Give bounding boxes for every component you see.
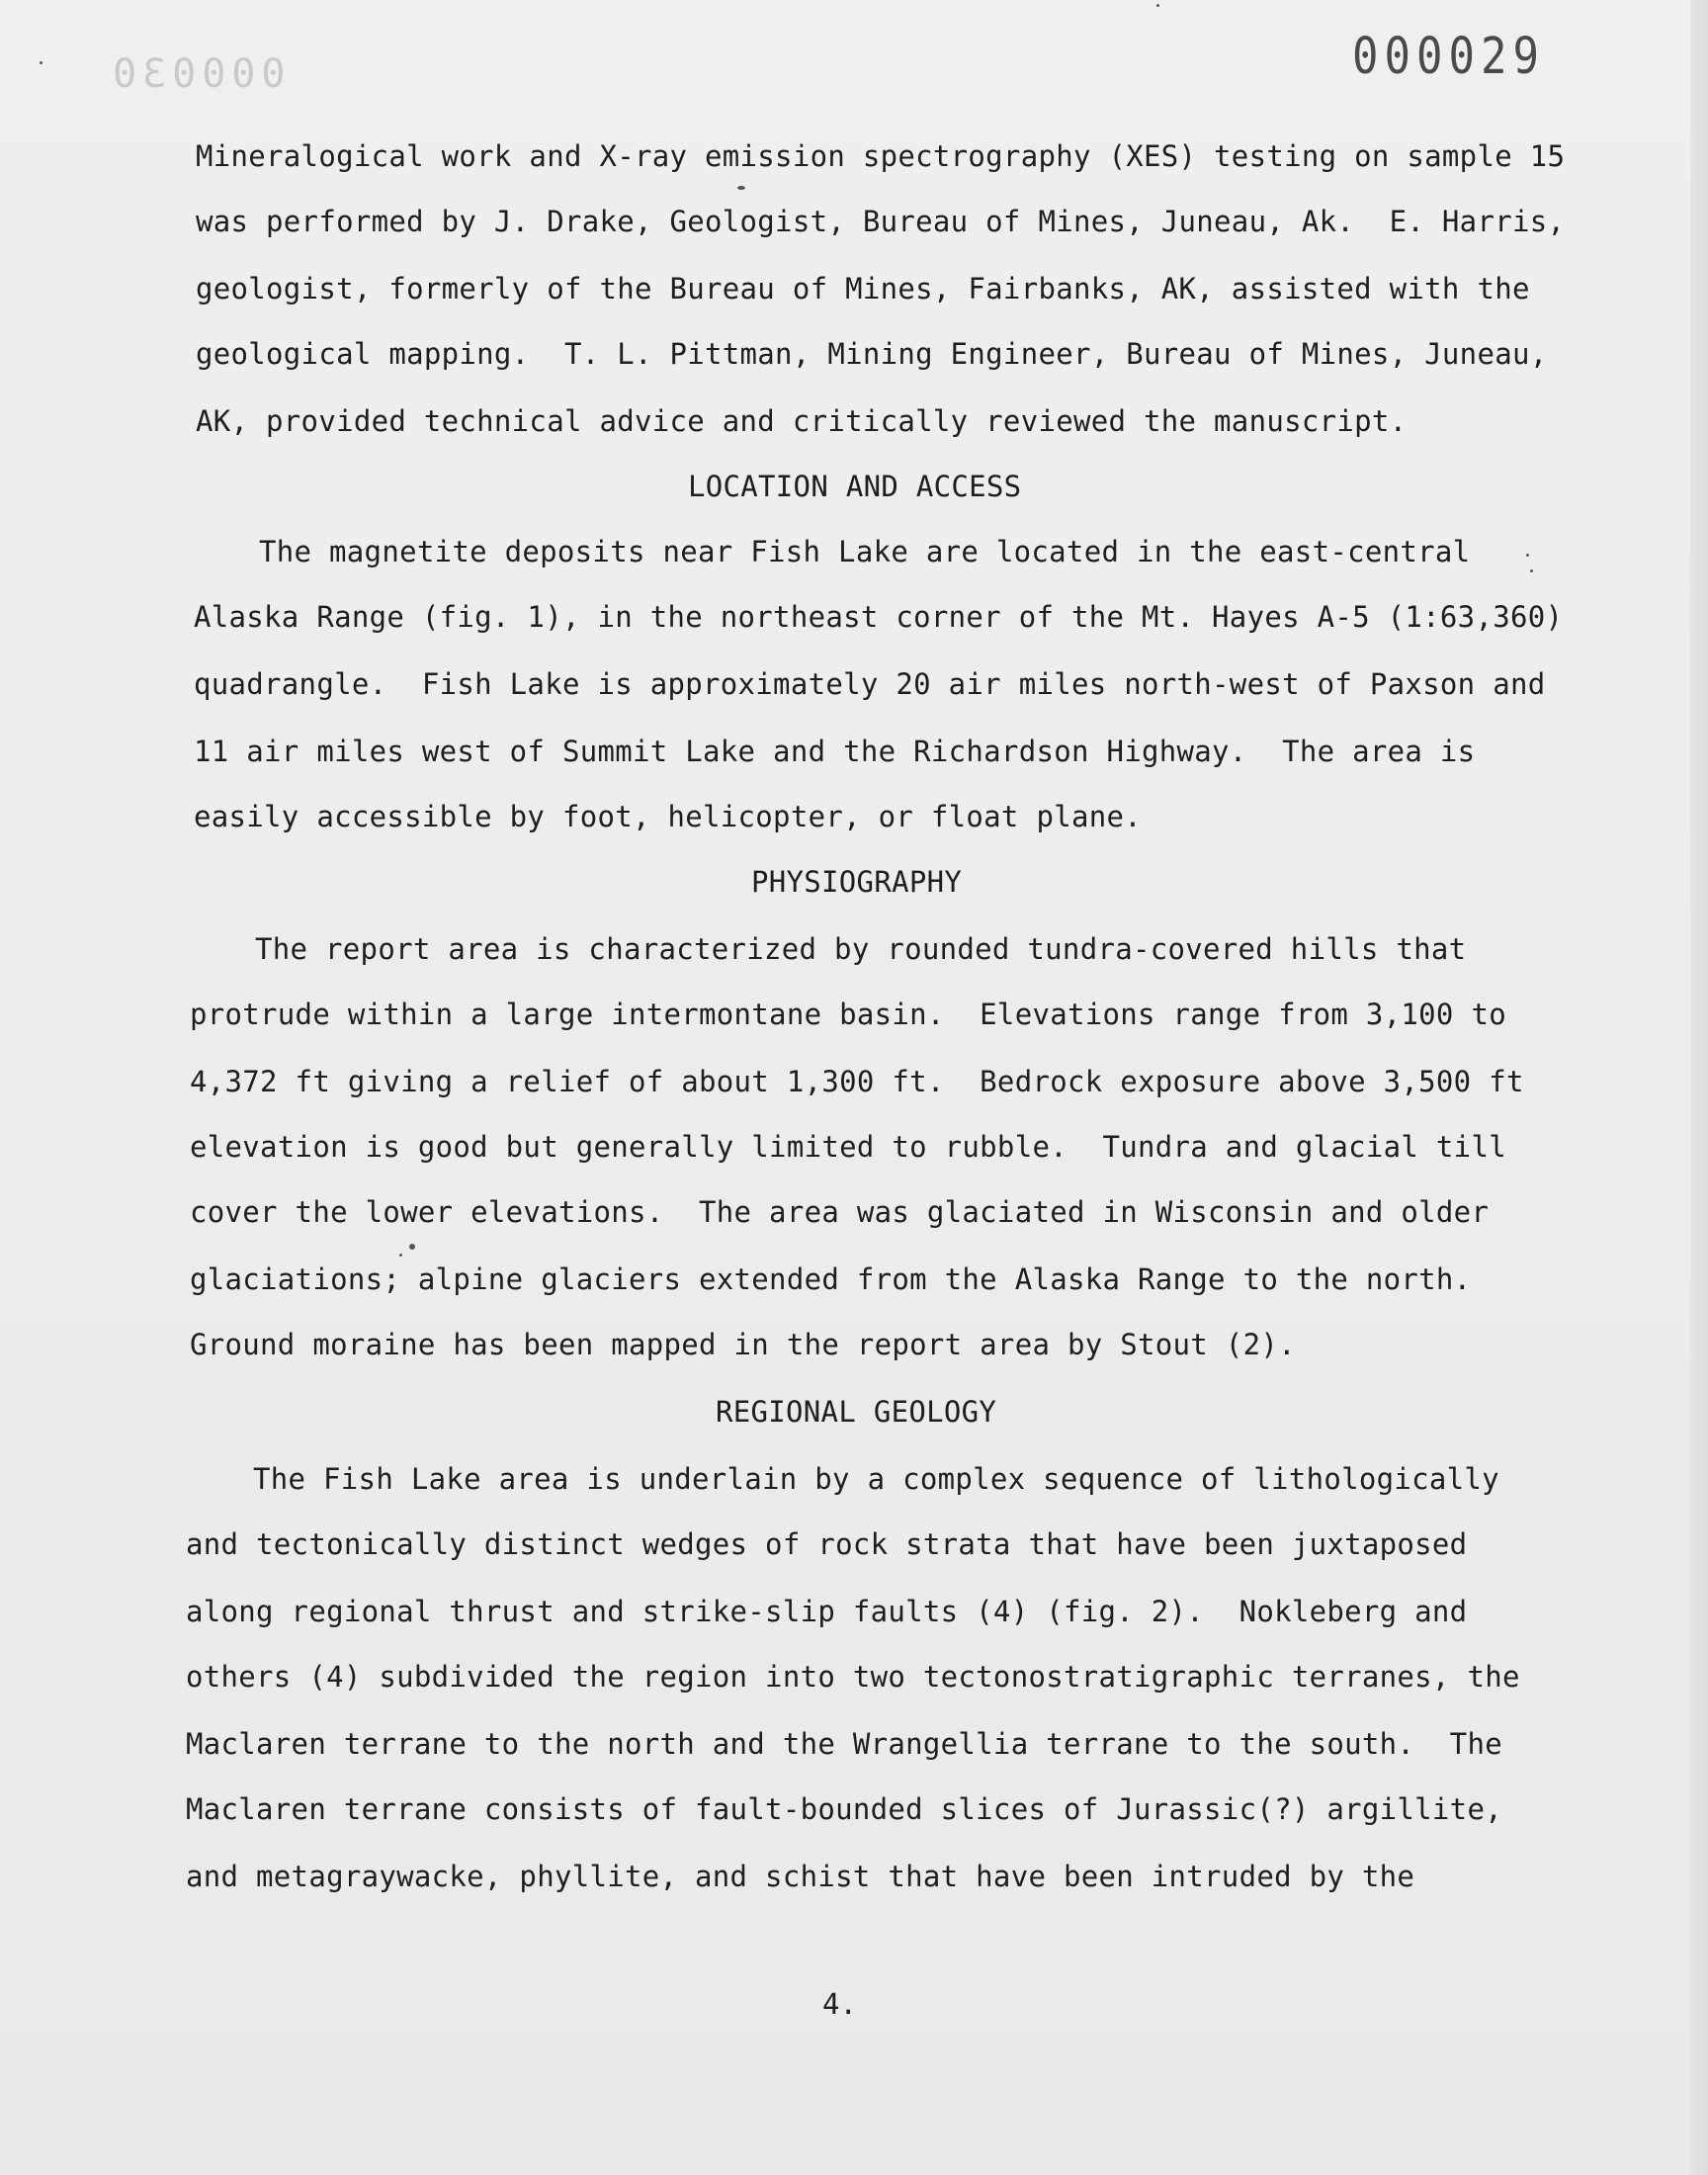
stamped-page-number: 000029 [1352,28,1545,86]
body-line: The magnetite deposits near Fish Lake are located in the east-central [259,535,1471,568]
scan-speck [1526,554,1529,557]
body-line: protrude within a large intermontane basin. Elevations range from 3,100 to [190,998,1506,1031]
scan-speck [1530,569,1533,572]
body-line: 4,372 ft giving a relief of about 1,300 ft. Bedrock exposure above 3,500 ft [190,1065,1524,1098]
scan-speck [737,186,745,190]
body-line: quadrangle. Fish Lake is approximately 20 air miles north-west of Paxson and [194,667,1546,701]
body-line: was performed by J. Drake, Geologist, Bureau of Mines, Juneau, Ak. E. Harris, [196,205,1566,238]
body-line: elevation is good but generally limited to rubble. Tundra and glacial till [190,1130,1506,1164]
scan-speck [409,1244,415,1250]
body-line: geologist, formerly of the Bureau of Mines, Fairbanks, AK, assisted with the [196,272,1530,305]
body-line: cover the lower elevations. The area was glaciated in Wisconsin and older [190,1195,1490,1229]
body-line: Maclaren terrane consists of fault-bounded slices of Jurassic(?) argillite, [186,1792,1502,1826]
section-heading-location: LOCATION AND ACCESS [688,470,1022,503]
section-heading-physiography: PHYSIOGRAPHY [751,865,963,899]
body-line: The report area is characterized by rounded tundra-covered hills that [255,932,1467,966]
body-line: glaciations; alpine glaciers extended from the Alaska Range to the north. [190,1262,1472,1296]
body-line: AK, provided technical advice and critically reviewed the manuscript. [196,404,1408,438]
scan-speck [40,61,43,64]
body-line: Ground moraine has been mapped in the report area by Stout (2). [190,1328,1296,1361]
body-line: 11 air miles west of Summit Lake and the Richardson Highway. The area is [194,735,1476,768]
body-line: Maclaren terrane to the north and the Wrangellia terrane to the south. The [186,1727,1502,1761]
bleed-through-page-number: 000030 [107,51,286,97]
footer-page-number: 4. [822,1987,857,2021]
body-line: geological mapping. T. L. Pittman, Mining Engineer, Bureau of Mines, Juneau, [196,337,1548,371]
body-line: The Fish Lake area is underlain by a complex sequence of lithologically [253,1462,1499,1496]
body-line: and metagraywacke, phyllite, and schist that have been intruded by the [186,1860,1415,1893]
body-line: Alaska Range (fig. 1), in the northeast corner of the Mt. Hayes A-5 (1:63,360) [194,600,1564,634]
scan-speck [399,1254,402,1257]
body-line: others (4) subdivided the region into two tectonostratigraphic terranes, the [186,1660,1520,1694]
section-heading-regional-geology: REGIONAL GEOLOGY [716,1395,997,1429]
body-line: and tectonically distinct wedges of rock strata that have been juxtaposed [186,1527,1468,1561]
scan-speck [1156,4,1159,7]
body-line: along regional thrust and strike-slip faults (4) (fig. 2). Nokleberg and [186,1595,1468,1628]
body-line: easily accessible by foot, helicopter, or float plane. [194,800,1143,833]
body-line: Mineralogical work and X-ray emission spectrography (XES) testing on sample 15 [196,139,1566,173]
page-edge-shadow [1690,0,1708,2175]
